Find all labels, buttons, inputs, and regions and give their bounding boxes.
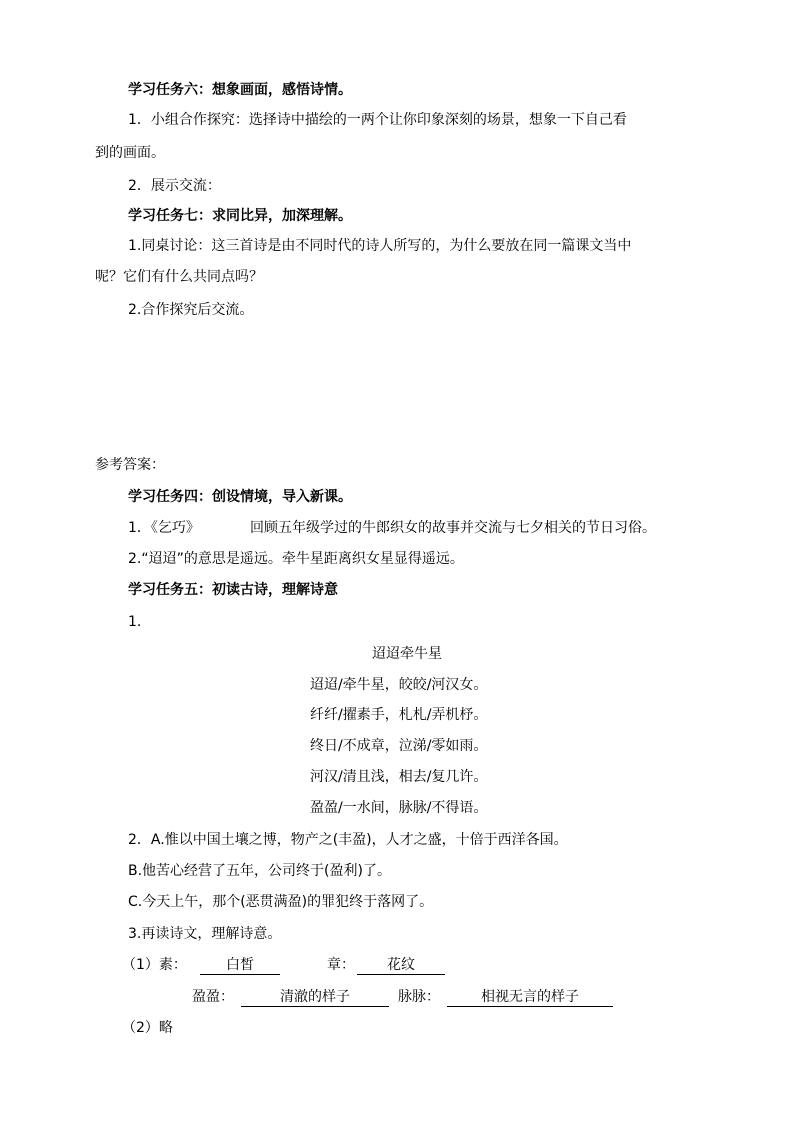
poem-line: 纤纤/擢素手，札札/弄机杼。 <box>310 707 488 723</box>
task6-heading: 学习任务六：想象画面，感悟诗情。 <box>128 82 352 98</box>
task7-item2: 2.合作探究后交流。 <box>128 302 254 318</box>
q1-su-answer <box>200 955 280 975</box>
q1-zhang-label: 章： <box>327 957 355 973</box>
task4-item1-text: 回顾五年级学过的牛郎织女的故事并交流与七夕相关的节日习俗。 <box>250 520 656 536</box>
answers-title: 参考答案： <box>95 457 165 473</box>
task5-item2-c: C.今天上午，那个(恶贯满盈)的罪犯终于落网了。 <box>128 894 434 910</box>
q1-yingying-value: 清澈的样子 <box>241 988 389 1007</box>
poem-line: 盈盈/一水间，脉脉/不得语。 <box>310 800 488 816</box>
q1-yingying-label: 盈盈： <box>192 989 234 1005</box>
task6-item2: 2．展示交流： <box>128 178 221 194</box>
q1-zhang-answer <box>357 955 445 975</box>
task4-item2: 2.“迢迢”的意思是遥远。牵牛星距离织女星显得遥远。 <box>128 551 464 567</box>
task7-item1-line1: 1.同桌讨论：这三首诗是由不同时代的诗人所写的，为什么要放在同一篇课文当中 <box>128 238 632 254</box>
poem-line: 河汉/清且浅，相去/复几许。 <box>310 769 488 785</box>
q1-momo-label: 脉脉： <box>398 989 440 1005</box>
poem-title: 迢迢牵牛星 <box>372 646 442 662</box>
task6-item1-line2: 到的画面。 <box>95 145 165 161</box>
q1-su-label: （1）素： <box>122 957 187 973</box>
task5-item3: 3.再读诗文，理解诗意。 <box>128 926 282 942</box>
q1-yingying-answer <box>241 987 389 1007</box>
task6-item1-line1: 1．小组合作探究：选择诗中描绘的一两个让你印象深刻的场景，想象一下自己看 <box>128 112 627 128</box>
q2: （2）略 <box>122 1020 173 1036</box>
task5-item1: 1. <box>128 614 142 630</box>
poem-line: 终日/不成章，泣涕/零如雨。 <box>310 738 488 754</box>
task7-heading: 学习任务七：求同比异，加深理解。 <box>128 208 352 224</box>
q1-momo-answer <box>447 987 613 1007</box>
q1-zhang-value: 花纹 <box>357 956 445 975</box>
task7-item1-line2: 呢？它们有什么共同点吗？ <box>95 269 263 285</box>
task5-item2-b: B.他苦心经营了五年，公司终于(盈利)了。 <box>128 863 391 879</box>
task5-heading: 学习任务五：初读古诗，理解诗意 <box>128 582 338 598</box>
q1-momo-value: 相视无言的样子 <box>447 988 613 1007</box>
task4-item1-label: 1．《乞巧》 <box>128 520 200 536</box>
task5-item2-a: 2．A.惟以中国土壤之博，物产之(丰盈)，人才之盛，十倍于西洋各国。 <box>128 832 568 848</box>
task4-heading: 学习任务四：创设情境，导入新课。 <box>128 489 352 505</box>
q1-su-value: 白皙 <box>200 956 280 975</box>
poem-line: 迢迢/牵牛星，皎皎/河汉女。 <box>310 677 488 693</box>
